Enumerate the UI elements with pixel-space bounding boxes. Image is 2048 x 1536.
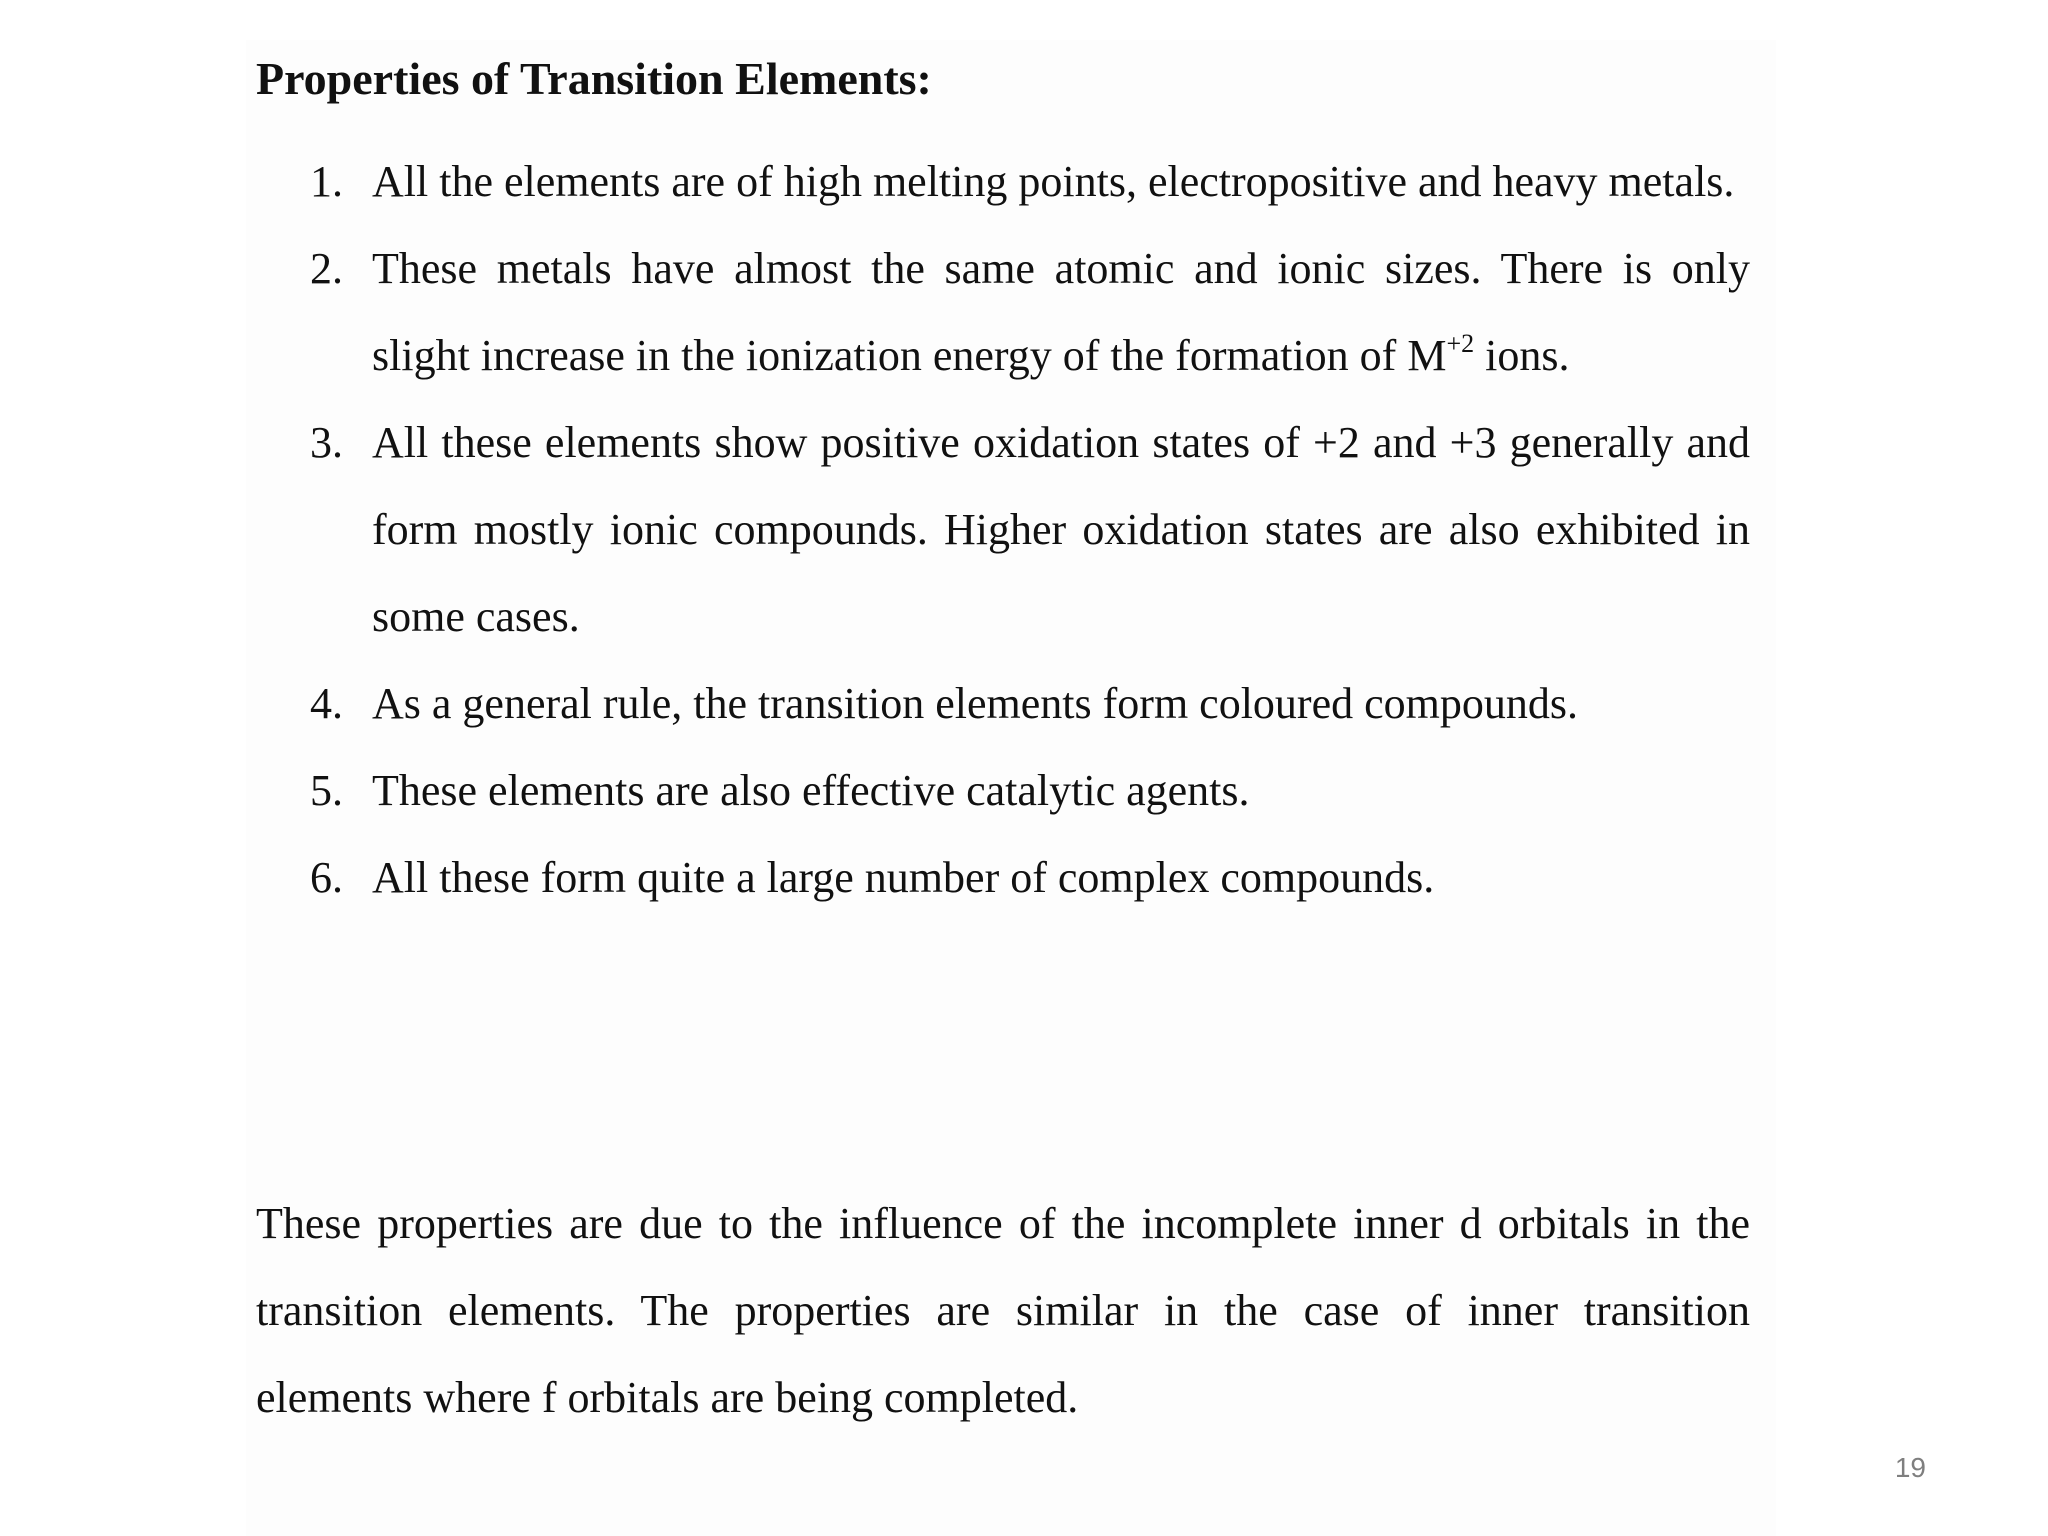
closing-paragraph: These properties are due to the influence of the incomplete inner d orbitals in the transition elements. The properties are similar in the case of inner transition elements where f orbitals are being completed.: [256, 1199, 1750, 1422]
list-item-text: These elements are also effective catalytic agents.: [372, 766, 1250, 815]
list-item: [310, 834, 1750, 921]
list-item-text: All these elements show positive oxidation states of +2 and +3 generally and form mostly ionic compounds. Higher oxidation states are also exhibited in some cases.: [372, 418, 1750, 641]
list-item: [310, 225, 1750, 399]
list-item-text: All the elements are of high melting points, electropositive and heavy metals.: [372, 157, 1735, 206]
list-item-number: 4.: [310, 679, 343, 728]
list-item: [310, 399, 1750, 660]
slide-title: Properties of Transition Elements:: [256, 53, 932, 104]
list-item-number: 3.: [310, 418, 343, 467]
list-item: [310, 747, 1750, 834]
list-item: [310, 138, 1750, 225]
list-item-text: All these form quite a large number of complex compounds.: [372, 853, 1435, 902]
list-item-number: 1.: [310, 157, 343, 206]
properties-list: [310, 138, 1750, 921]
list-item-text-after: ions.: [1474, 331, 1570, 380]
list-item-text: [372, 225, 1750, 399]
list-item-number: 6.: [310, 853, 343, 902]
list-item-text-before: These metals have almost the same atomic and ionic sizes. There is only slight increase in the ionization energy of the formation of M: [372, 244, 1750, 380]
charge-superscript: +2: [1446, 329, 1475, 359]
list-item-number: 2.: [310, 244, 343, 293]
page-number: 19: [1894, 1452, 1926, 1483]
list-item-text: As a general rule, the transition elements form coloured compounds.: [372, 679, 1578, 728]
list-item-number: 5.: [310, 766, 343, 815]
list-item: [310, 660, 1750, 747]
